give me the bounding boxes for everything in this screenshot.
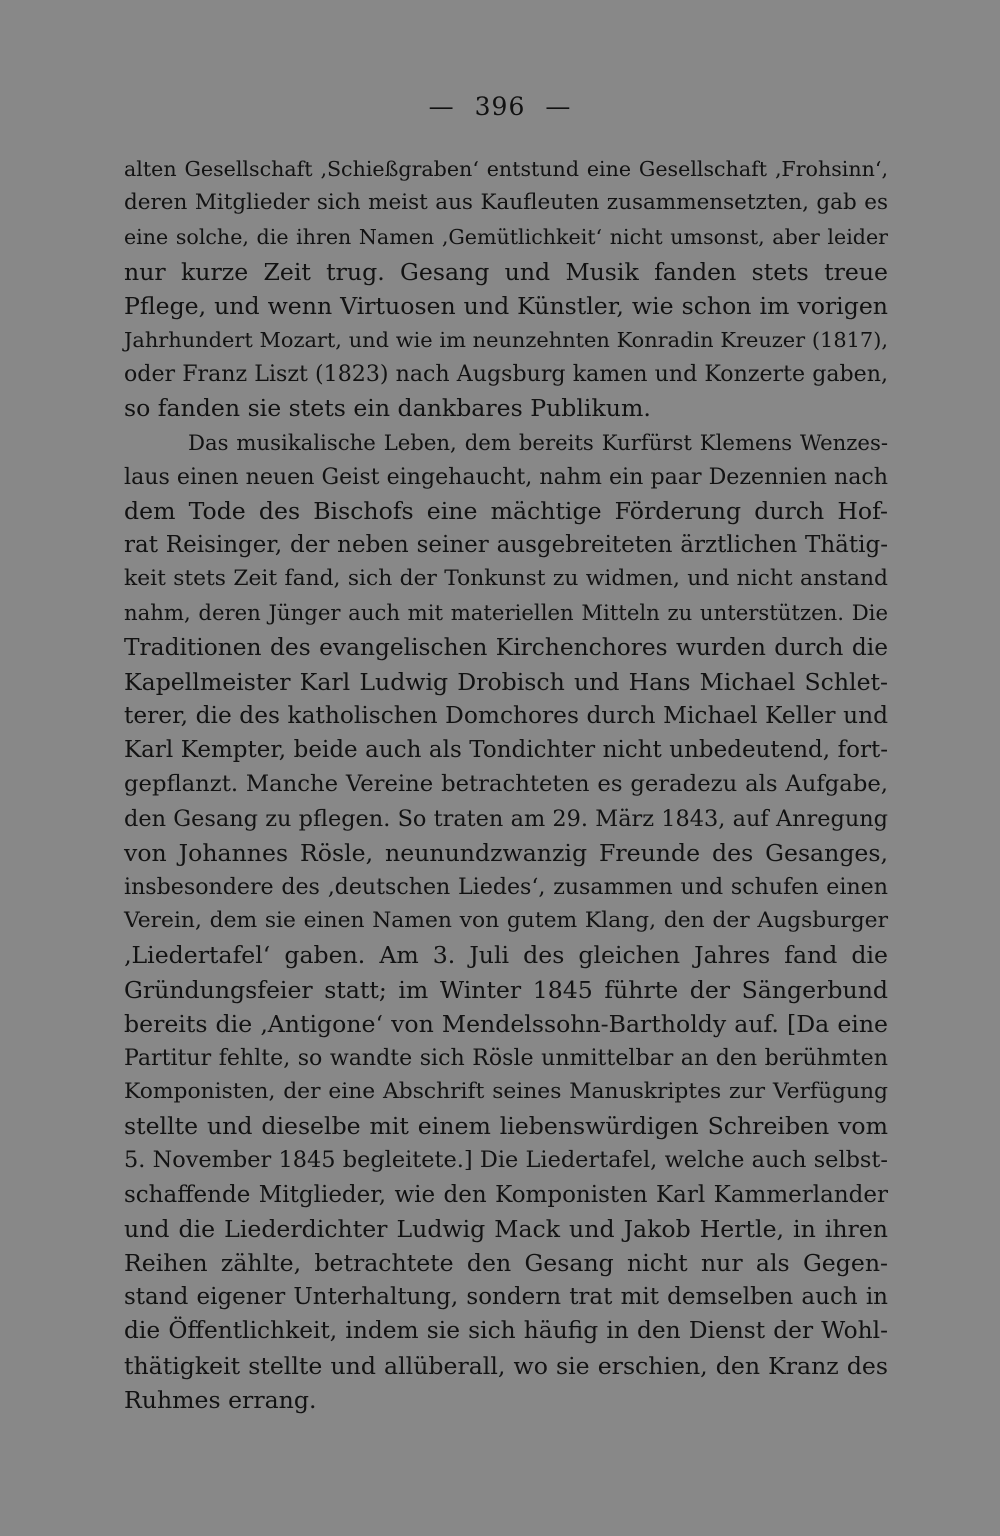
text-line: Gründungsfeier statt; im Winter 1845 führte der Sängerbund (124, 975, 888, 1004)
body-text (124, 152, 888, 1417)
text-line: keit stets Zeit fand, sich der Tonkunst zu widmen, und nicht anstand (124, 566, 888, 592)
text-line: Komponisten, der eine Abschrift seines Manuskriptes zur Verfügung (124, 1079, 888, 1105)
text-line: Verein, dem sie einen Namen von gutem Klang, den der Augsburger (124, 908, 888, 934)
text-line: Ruhmes errang. (124, 1385, 317, 1414)
text-line: nur kurze Zeit trug. Gesang und Musik fanden stets treue (124, 257, 888, 286)
text-line: den Gesang zu pflegen. So traten am 29. März 1843, auf Anregung (124, 805, 888, 832)
text-line: ‚Liedertafel‘ gaben. Am 3. Juli des gleichen Jahres fand die (124, 941, 888, 970)
text-line: Pflege, und wenn Virtuosen und Künstler, wie schon im vorigen (124, 291, 888, 320)
text-line: insbesondere des ‚deutschen Liedes‘, zusammen und schufen einen (124, 873, 888, 900)
text-line: so fanden sie stets ein dankbares Publikum. (124, 394, 651, 423)
page-number-header (0, 92, 1000, 121)
page-number-dash-left: — (428, 92, 455, 121)
text-line: rat Reisinger, der neben seiner ausgebreiteten ärztlichen Thätig- (124, 532, 888, 559)
text-line: oder Franz Liszt (1823) nach Augsburg kamen und Konzerte gaben, (124, 361, 888, 388)
text-line: stand eigener Unterhaltung, sondern trat mit demselben auch in (124, 1284, 888, 1311)
text-line: stellte und dieselbe mit einem liebenswürdigen Schreiben vom (124, 1112, 888, 1141)
text-line: von Johannes Rösle, neunundzwanzig Freunde des Gesanges, (124, 838, 888, 867)
text-line: alten Gesellschaft ‚Schießgraben‘ entstund eine Gesellschaft ‚Frohsinn‘, (124, 157, 888, 181)
text-line: terer, die des katholischen Domchores durch Michael Keller und (124, 702, 888, 729)
page-number-dash-right: — (545, 92, 572, 121)
text-line: die Öffentlichkeit, indem sie sich häufig in den Dienst der Wohl- (124, 1317, 888, 1345)
text-line: 5. November 1845 begleitete.] Die Liedertafel, welche auch selbst- (124, 1147, 888, 1174)
text-line: schaffende Mitglieder, wie den Komponisten Karl Kammerlander (124, 1181, 888, 1208)
page-number: 396 (474, 92, 526, 121)
text-line: Kapellmeister Karl Ludwig Drobisch und Hans Michael Schlet- (124, 667, 888, 696)
text-line: Partitur fehlte, so wandte sich Rösle unmittelbar an den berühmten (124, 1044, 888, 1071)
text-line: Karl Kempter, beide auch als Tondichter nicht unbedeutend, fort- (124, 737, 888, 764)
text-line: deren Mitglieder sich meist aus Kaufleuten zusammensetzten, gab es (124, 190, 888, 216)
text-line: eine solche, die ihren Namen ‚Gemütlichkeit‘ nicht umsonst, aber leider (124, 225, 888, 250)
text-line: und die Liederdichter Ludwig Mack und Jakob Hertle, in ihren (124, 1214, 888, 1243)
text-line: dem Tode des Bischofs eine mächtige Förderung durch Hof- (124, 496, 888, 525)
text-line: nahm, deren Jünger auch mit materiellen Mitteln zu unterstützen. Die (124, 600, 888, 626)
text-line: thätigkeit stellte und allüberall, wo sie erschien, den Kranz des (124, 1351, 888, 1380)
text-line: gepflanzt. Manche Vereine betrachteten es geradezu als Aufgabe, (124, 771, 888, 798)
text-line: laus einen neuen Geist eingehaucht, nahm ein paar Dezennien nach (124, 463, 888, 490)
text-line: bereits die ‚Antigone‘ von Mendelssohn-Bartholdy auf. [Da eine (124, 1009, 888, 1038)
text-line: Reihen zählte, betrachtete den Gesang nicht nur als Gegen- (124, 1249, 888, 1277)
text-line: Traditionen des evangelischen Kirchenchores wurden durch die (124, 633, 888, 661)
text-line-paragraph-start: Das musikalische Leben, dem bereits Kurfürst Klemens Wenzes- (188, 429, 888, 455)
text-line: Jahrhundert Mozart, und wie im neunzehnten Konradin Kreuzer (1817), (124, 327, 888, 352)
